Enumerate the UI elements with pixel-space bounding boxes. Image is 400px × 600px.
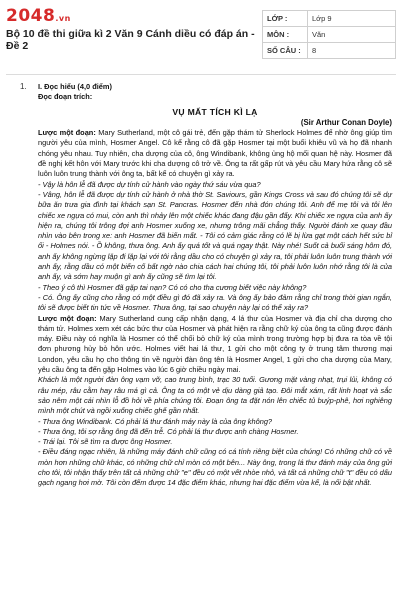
story-author: (Sir Arthur Conan Doyle): [300, 117, 392, 127]
summary-paragraph: [38, 128, 392, 179]
meta-value: Lớp 9: [308, 11, 396, 27]
meta-value: Văn: [308, 27, 396, 43]
dialogue-line: - Thưa ông Windibank. Có phải lá thư đánh máy này là của ông không?: [38, 416, 273, 426]
meta-label: LỚP :: [263, 11, 308, 27]
dialogue-line: - Vâng, hôn lễ đã được dự tính cử hành ở nhà thờ St. Saviours, gần Kings Cross và sau đó chúng tôi sẽ dự bữa ăn trưa gia đình tại khách sạn St. Pancras. Hosmer đến nhà đón chúng tôi. Anh để mẹ tôi và tôi lên chiếc xe ngựa có mui, còn anh thì nhảy lên một chiếc khác đang đậu gần đấy. Khi chiếc xe ngựa của anh ấy hiện ra, chúng tôi trông đợi anh Hosmer xuống xe, nhưng trông mãi chẳng thấy. Người đánh xe quay đầu nhìn vào bên trong xe: anh Hosmer đã biến mất. - Tôi có cảm giác rằng có lẽ bị lừa gạt một cách hết sức bỉ ổi - Holmes nói. - Ồ không, thưa ông. Anh ấy quá tốt và quá ngay thật. Này nhé! Suốt cả buổi sáng hôm đó, anh ấy không ngừng lặp đi lặp lại với tôi rằng dầu cho có chuyện gì xảy ra, tôi phải luôn luôn trung thành với anh ấy, rằng dầu có một biến cố bất ngờ nào chia cách hai chúng tôi, tôi phải luôn luôn nhớ rằng tôi là của anh ấy, và sớm hay muộn gì anh ấy cũng sẽ tìm lại tôi.: [38, 189, 392, 282]
exam-meta-table: [262, 10, 396, 59]
story-title: VỤ MẤT TÍCH KÌ LẠ: [172, 106, 258, 117]
bottom-fade: [0, 570, 400, 600]
logo-main: 2048: [6, 6, 56, 26]
summary-label: Lược một đoạn:: [38, 128, 96, 138]
dialogue-line: - Vậy là hôn lễ đã được dự tính cử hành vào ngày thứ sáu vừa qua?: [38, 179, 261, 189]
meta-row-question-count: [263, 43, 396, 59]
question-body: [38, 82, 392, 489]
meta-row-grade: [263, 11, 396, 27]
narrative-paragraph: Khách là một người đàn ông vạm vỡ, cao trung bình, trạc 30 tuổi. Gương mặt vàng nhạt, trụi lủi, không có râu mép, râu cằm hay râu má gì cả. Ông ta có một vẻ dịu dàng giả tạo. Đôi mắt xám, rất linh hoạt và sắc sảo nêm một cái nhìn lỗ đồ hỏi về phía chúng tôi. Đoạn ông ta đặt nón lên chiếc tủ buýp-phê, hơi nghiêng mình một chút và ngồi xuống chiếc ghế gần nhất.: [38, 375, 392, 416]
reading-instruction: Đọc đoạn trích:: [38, 92, 93, 102]
dialogue-line: - Thưa ông, tôi sợ rằng ông đã đến trễ. Có phải lá thư được anh chàng Hosmer.: [38, 426, 299, 436]
meta-row-subject: [263, 27, 396, 43]
summary-text: Mary Sutherland, một cô gái trẻ, đến gặp thám tử Sherlock Holmes để nhờ ông giúp tìm người yêu của mình, Hosmer Angel. Cô kể rằng cô đã gặp Hosmer tại một buổi khiêu vũ và họ đã nhanh chóng yêu nhau. Tuy nhiên, cha dượng của cô, ông Windibank, không ủng hộ mối quan hệ này. Hosmer đã đề nghị kết hôn với Mary trước khi cha dượng cô trở về. Ông ta rất gấp rút và yêu cầu Mary hứa rằng cô sẽ luôn luôn trung thành với ông ta, bất kể có chuyện gì xảy ra.: [38, 128, 393, 179]
dialogue-line: - Điều đáng ngạc nhiên, là những máy đánh chữ cũng có cá tính riêng biệt của chúng! Có những chữ có về mòn hơn những chữ khác, có những chữ chỉ mòn có một bên... Này ông, trong lá thư đánh máy của ông gửi cho tôi, tôi nhận thấy trên tất cả những chữ "e" đều có một vết nhòe nhỏ, và tất cả những chữ "t" đều có dấu gạch ngang hơi mờ. Tôi còn đếm được 14 đặc điểm khác, nhưng hai đặc điểm vừa kể, là nổi bật nhất.: [38, 447, 392, 488]
logo-suffix: .vn: [55, 14, 71, 23]
meta-value: 8: [308, 43, 396, 59]
section-title: I. Đọc hiểu (4,0 điểm): [38, 82, 112, 91]
dialogue-line: - Có. Ông ấy cũng cho rằng có một điều gì đó đã xảy ra. Và ông ấy bảo đảm rằng chỉ trong thời gian ngắn, tôi sẽ được biết tin tức về Hosmer. Thưa ông, tại sao chuyện này lại có thể xảy ra?: [38, 292, 392, 313]
page-header: [0, 0, 400, 70]
site-logo[interactable]: [6, 6, 71, 26]
summary-label: Lược một đoạn:: [38, 313, 97, 323]
dialogue-line: - Theo ý cô thì Hosmer đã gặp tai nạn? Có có cho tha cương biết việc này không?: [38, 282, 307, 292]
meta-label: SỐ CÂU :: [263, 43, 308, 59]
summary-paragraph: [38, 314, 392, 376]
question-number: 1.: [20, 82, 27, 91]
dialogue-line: - Trái lại. Tôi sẽ tìm ra được ông Hosmer.: [38, 437, 173, 447]
header-divider: [6, 74, 396, 75]
summary-text: Mary Sutherland cung cấp nhận dạng, 4 lá thư của Hosmer và địa chỉ cha dượng cho thám tử. Holmes xem xét các bức thư của Hosmer và phát hiện ra rằng chữ ký của ông ta cũng được đánh máy. Điều này có nghĩa là Hosmer có thể chối bỏ chữ ký của mình trong trường hợp bị đưa ra tòa về tội đơn phương hủy bỏ hôn ước. Holmes viết hai lá thư, 1 gửi cho một công ty ở trung tâm thương mại London, yêu cầu họ cho thông tin về người đàn ông tên là Hosmer Angel, 1 gửi cho cha dượng của Mary, yêu cầu ông ta đến gặp Holmes vào lúc 6 giờ chiều ngày mai.: [38, 313, 393, 375]
document-title: Bộ 10 đề thi giữa kì 2 Văn 9 Cánh diều có đáp án - Đề 2: [6, 28, 255, 52]
meta-label: MÔN :: [263, 27, 308, 43]
